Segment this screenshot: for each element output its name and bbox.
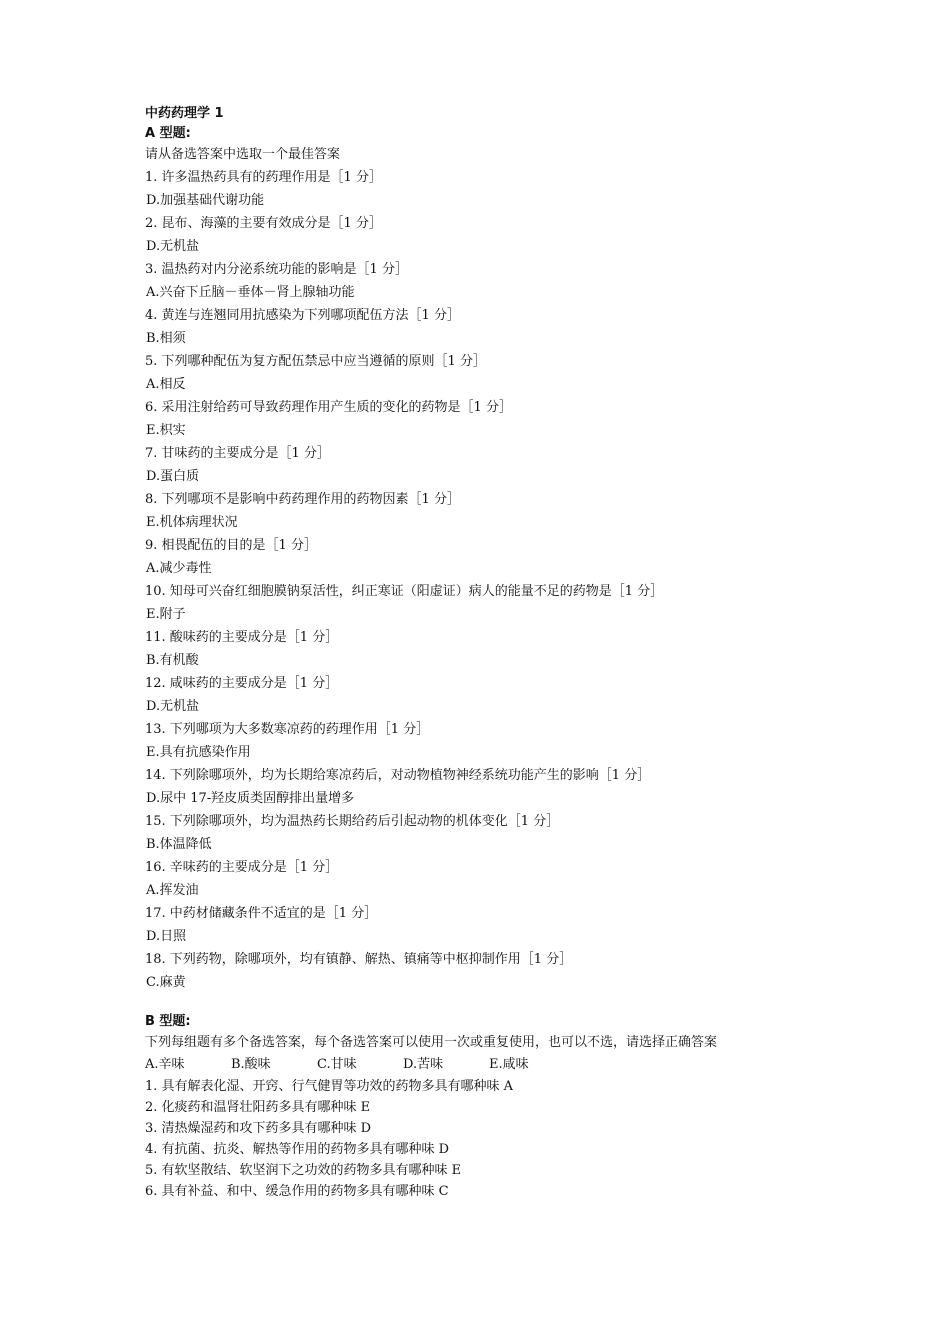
section-a-title: A 型题: <box>145 126 191 141</box>
b-question-6: 6. 具有补益、和中、缓急作用的药物多具有哪种味 C <box>145 1184 449 1199</box>
question-6: 6. 采用注射给药可导致药理作用产生质的变化的药物是［1 分］ <box>145 400 512 415</box>
answer-12: D.无机盐 <box>146 699 200 714</box>
answer-14: D.尿中 17-羟皮质类固醇排出量增多 <box>146 791 355 806</box>
section-gap <box>145 994 845 1012</box>
answer-10: E.附子 <box>146 607 186 622</box>
answer-5: A.相反 <box>146 377 186 392</box>
answer-7: D.蛋白质 <box>146 469 200 484</box>
question-8: 8. 下列哪项不是影响中药药理作用的药物因素［1 分］ <box>145 492 460 507</box>
answer-6: E.枳实 <box>146 423 186 438</box>
b-question-5: 5. 有软坚散结、软坚润下之功效的药物多具有哪种味 E <box>145 1163 462 1178</box>
answer-2: D.无机盐 <box>146 239 200 254</box>
answer-17: D.日照 <box>146 929 187 944</box>
section-b-items <box>145 1076 845 1202</box>
section-a-instruction: 请从备选答案中选取一个最佳答案 <box>145 147 341 162</box>
question-10: 10. 知母可兴奋红细胞膜钠泵活性，纠正寒证（阳虚证）病人的能量不足的药物是［1 分］ <box>145 584 664 599</box>
answer-18: C.麻黄 <box>146 975 186 990</box>
question-7: 7. 甘味药的主要成分是［1 分］ <box>145 446 330 461</box>
b-question-3: 3. 清热燥湿药和攻下药多具有哪种味 D <box>145 1121 372 1136</box>
question-18: 18. 下列药物，除哪项外，均有镇静、解热、镇痛等中枢抑制作用［1 分］ <box>145 952 573 967</box>
question-16: 16. 辛味药的主要成分是［1 分］ <box>145 860 339 875</box>
section-a-items <box>145 166 845 994</box>
answer-13: E.具有抗感染作用 <box>146 745 251 760</box>
document-page <box>145 104 845 1202</box>
answer-3: A.兴奋下丘脑－垂体－肾上腺轴功能 <box>146 285 355 300</box>
answer-16: A.挥发油 <box>146 883 199 898</box>
b-question-4: 4. 有抗菌、抗炎、解热等作用的药物多具有哪种味 D <box>145 1142 450 1157</box>
question-4: 4. 黄连与连翘同用抗感染为下列哪项配伍方法［1 分］ <box>145 308 460 323</box>
question-13: 13. 下列哪项为大多数寒凉药的药理作用［1 分］ <box>145 722 430 737</box>
b-question-2: 2. 化痰药和温肾壮阳药多具有哪种味 E <box>145 1100 371 1115</box>
question-9: 9. 相畏配伍的目的是［1 分］ <box>145 538 317 553</box>
question-1: 1. 许多温热药具有的药理作用是［1 分］ <box>145 170 382 185</box>
option-2: C.甘味 <box>317 1057 357 1072</box>
answer-4: B.相须 <box>146 331 186 346</box>
answer-11: B.有机酸 <box>146 653 199 668</box>
question-11: 11. 酸味药的主要成分是［1 分］ <box>145 630 339 645</box>
section-b-options <box>145 1054 845 1076</box>
question-15: 15. 下列除哪项外，均为温热药长期给药后引起动物的机体变化［1 分］ <box>145 814 560 829</box>
section-b-instruction: 下列每组题有多个备选答案，每个备选答案可以使用一次或重复使用，也可以不选，请选择正确答案 <box>145 1035 718 1050</box>
answer-9: A.减少毒性 <box>146 561 212 576</box>
option-1: B.酸味 <box>231 1057 271 1072</box>
option-3: D.苦味 <box>403 1057 444 1072</box>
answer-1: D.加强基础代谢功能 <box>146 193 265 208</box>
question-14: 14. 下列除哪项外，均为长期给寒凉药后，对动物植物神经系统功能产生的影响［1 分］ <box>145 768 651 783</box>
option-4: E.咸味 <box>489 1057 529 1072</box>
answer-8: E.机体病理状况 <box>146 515 238 530</box>
section-b-title: B 型题: <box>145 1014 191 1029</box>
section-b <box>145 1012 845 1202</box>
question-3: 3. 温热药对内分泌系统功能的影响是［1 分］ <box>145 262 408 277</box>
section-a <box>145 124 845 994</box>
b-question-1: 1. 具有解表化湿、开窍、行气健胃等功效的药物多具有哪种味 A <box>145 1079 514 1094</box>
question-12: 12. 咸味药的主要成分是［1 分］ <box>145 676 339 691</box>
answer-15: B.体温降低 <box>146 837 212 852</box>
question-17: 17. 中药材储藏条件不适宜的是［1 分］ <box>145 906 378 921</box>
question-2: 2. 昆布、海藻的主要有效成分是［1 分］ <box>145 216 382 231</box>
document-title: 中药药理学 1 <box>145 106 224 121</box>
question-5: 5. 下列哪种配伍为复方配伍禁忌中应当遵循的原则［1 分］ <box>145 354 486 369</box>
option-0: A.辛味 <box>145 1057 185 1072</box>
